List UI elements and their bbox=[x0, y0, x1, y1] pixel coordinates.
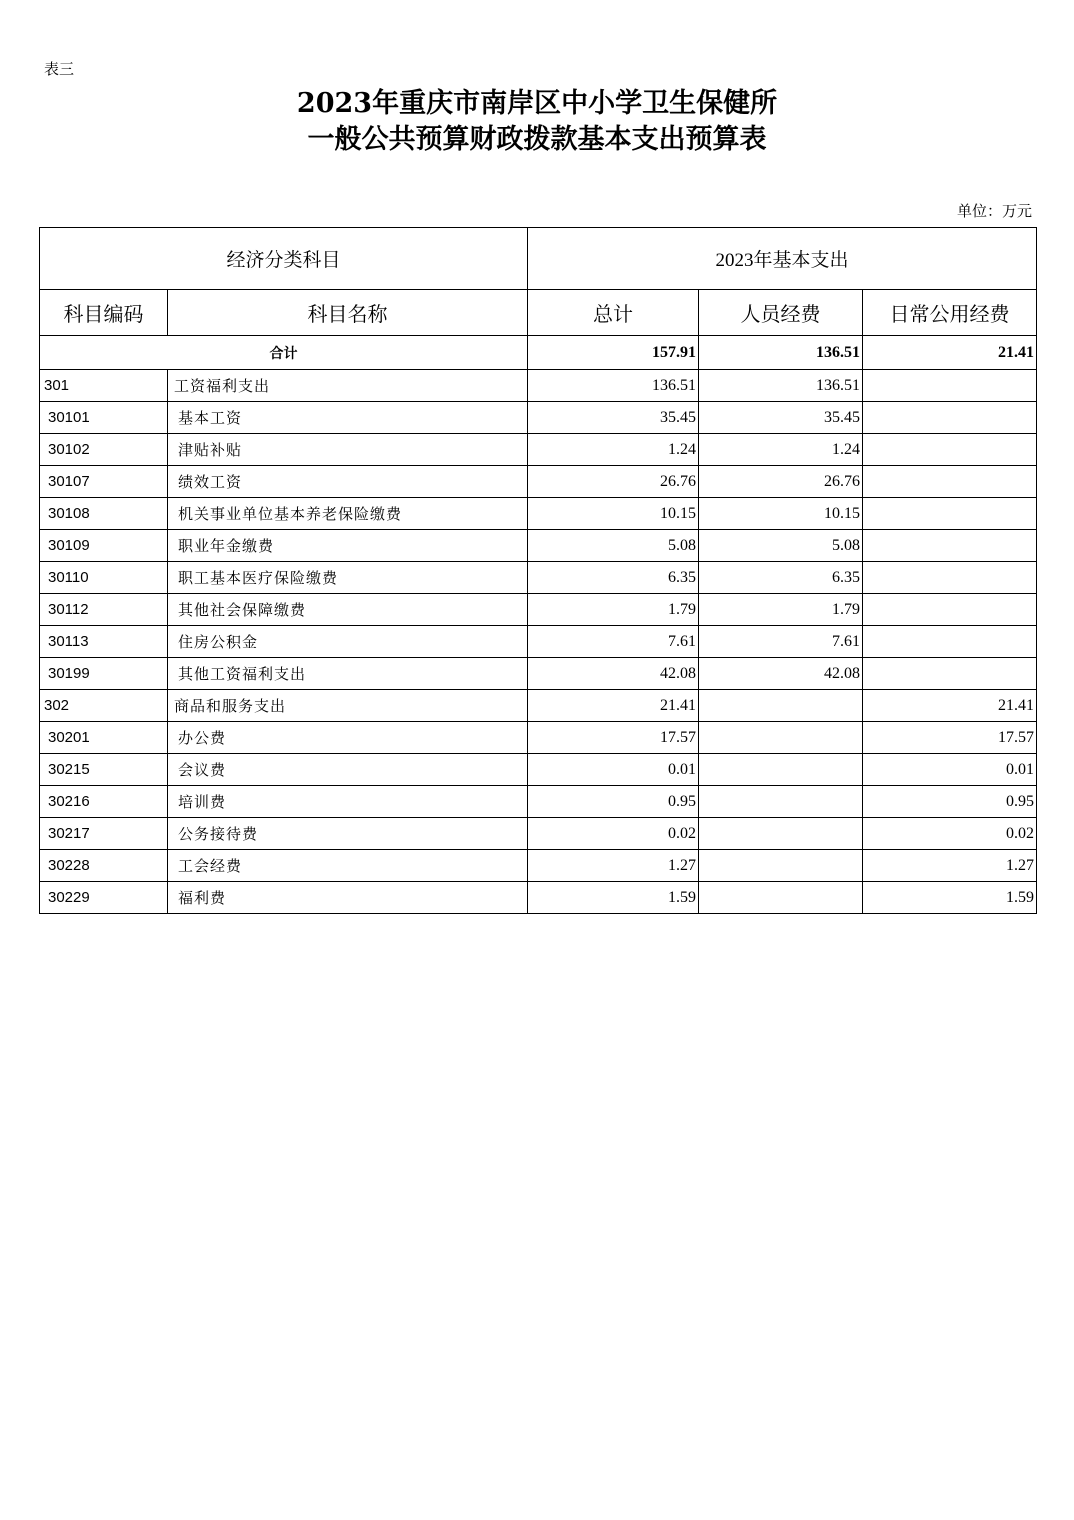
row-public: 0.95 bbox=[863, 786, 1037, 818]
row-code: 30199 bbox=[40, 658, 168, 690]
table-row bbox=[40, 626, 1037, 658]
header-expenditure: 2023年基本支出 bbox=[528, 228, 1037, 290]
table-row bbox=[40, 754, 1037, 786]
table-row bbox=[40, 850, 1037, 882]
row-name: 工资福利支出 bbox=[168, 370, 528, 402]
row-name: 职业年金缴费 bbox=[168, 530, 528, 562]
row-name: 其他工资福利支出 bbox=[168, 658, 528, 690]
row-total: 35.45 bbox=[528, 402, 699, 434]
row-name: 住房公积金 bbox=[168, 626, 528, 658]
header-row-2 bbox=[40, 290, 1037, 336]
row-code: 30109 bbox=[40, 530, 168, 562]
table-row bbox=[40, 402, 1037, 434]
table-row bbox=[40, 498, 1037, 530]
row-public: 0.02 bbox=[863, 818, 1037, 850]
row-public bbox=[863, 434, 1037, 466]
row-total: 6.35 bbox=[528, 562, 699, 594]
row-personnel: 26.76 bbox=[699, 466, 863, 498]
row-code: 30110 bbox=[40, 562, 168, 594]
row-public bbox=[863, 402, 1037, 434]
row-public bbox=[863, 626, 1037, 658]
row-total: 10.15 bbox=[528, 498, 699, 530]
row-name: 培训费 bbox=[168, 786, 528, 818]
row-name: 绩效工资 bbox=[168, 466, 528, 498]
row-personnel bbox=[699, 722, 863, 754]
row-total: 7.61 bbox=[528, 626, 699, 658]
header-category: 经济分类科目 bbox=[40, 228, 528, 290]
row-public bbox=[863, 498, 1037, 530]
row-personnel bbox=[699, 690, 863, 722]
row-code: 30101 bbox=[40, 402, 168, 434]
row-personnel bbox=[699, 786, 863, 818]
row-code: 302 bbox=[40, 690, 168, 722]
row-personnel: 1.24 bbox=[699, 434, 863, 466]
row-personnel: 35.45 bbox=[699, 402, 863, 434]
row-personnel bbox=[699, 850, 863, 882]
row-public: 1.27 bbox=[863, 850, 1037, 882]
row-personnel: 42.08 bbox=[699, 658, 863, 690]
row-name: 公务接待费 bbox=[168, 818, 528, 850]
row-personnel bbox=[699, 818, 863, 850]
table-row bbox=[40, 562, 1037, 594]
row-name: 福利费 bbox=[168, 882, 528, 914]
row-personnel: 7.61 bbox=[699, 626, 863, 658]
summary-public: 21.41 bbox=[863, 336, 1037, 370]
summary-personnel: 136.51 bbox=[699, 336, 863, 370]
row-name: 津贴补贴 bbox=[168, 434, 528, 466]
header-row-1 bbox=[40, 228, 1037, 290]
header-public: 日常公用经费 bbox=[863, 290, 1037, 336]
row-code: 30217 bbox=[40, 818, 168, 850]
row-code: 30112 bbox=[40, 594, 168, 626]
row-code: 30229 bbox=[40, 882, 168, 914]
table-row bbox=[40, 466, 1037, 498]
header-code: 科目编码 bbox=[40, 290, 168, 336]
row-public bbox=[863, 594, 1037, 626]
row-total: 1.24 bbox=[528, 434, 699, 466]
row-total: 42.08 bbox=[528, 658, 699, 690]
row-name: 其他社会保障缴费 bbox=[168, 594, 528, 626]
row-personnel: 10.15 bbox=[699, 498, 863, 530]
row-personnel bbox=[699, 754, 863, 786]
page-title-line-1: 2023年重庆市南岸区中小学卫生保健所 bbox=[296, 88, 778, 119]
table-row bbox=[40, 818, 1037, 850]
row-public: 21.41 bbox=[863, 690, 1037, 722]
row-total: 0.02 bbox=[528, 818, 699, 850]
row-code: 30107 bbox=[40, 466, 168, 498]
table-row bbox=[40, 434, 1037, 466]
table-row bbox=[40, 658, 1037, 690]
table-row bbox=[40, 722, 1037, 754]
row-name: 会议费 bbox=[168, 754, 528, 786]
table-row bbox=[40, 690, 1037, 722]
row-personnel: 6.35 bbox=[699, 562, 863, 594]
row-public: 17.57 bbox=[863, 722, 1037, 754]
table-row bbox=[40, 882, 1037, 914]
row-name: 工会经费 bbox=[168, 850, 528, 882]
row-total: 1.27 bbox=[528, 850, 699, 882]
row-code: 30102 bbox=[40, 434, 168, 466]
summary-total: 157.91 bbox=[528, 336, 699, 370]
budget-table bbox=[39, 227, 1037, 914]
row-public bbox=[863, 562, 1037, 594]
row-total: 136.51 bbox=[528, 370, 699, 402]
table-row bbox=[40, 594, 1037, 626]
summary-row bbox=[40, 336, 1037, 370]
header-name: 科目名称 bbox=[168, 290, 528, 336]
row-total: 0.01 bbox=[528, 754, 699, 786]
page-title-line-2: 一般公共预算财政拨款基本支出预算表 bbox=[307, 124, 767, 155]
table-row bbox=[40, 370, 1037, 402]
row-total: 1.79 bbox=[528, 594, 699, 626]
row-personnel: 5.08 bbox=[699, 530, 863, 562]
row-code: 30108 bbox=[40, 498, 168, 530]
row-public: 1.59 bbox=[863, 882, 1037, 914]
summary-label: 合计 bbox=[40, 336, 528, 370]
row-code: 30201 bbox=[40, 722, 168, 754]
row-public: 0.01 bbox=[863, 754, 1037, 786]
row-total: 17.57 bbox=[528, 722, 699, 754]
row-name: 办公费 bbox=[168, 722, 528, 754]
row-public bbox=[863, 466, 1037, 498]
header-personnel: 人员经费 bbox=[699, 290, 863, 336]
row-public bbox=[863, 530, 1037, 562]
row-total: 21.41 bbox=[528, 690, 699, 722]
row-code: 30215 bbox=[40, 754, 168, 786]
table-label: 表三 bbox=[44, 60, 75, 78]
row-name: 基本工资 bbox=[168, 402, 528, 434]
table-row bbox=[40, 530, 1037, 562]
row-total: 1.59 bbox=[528, 882, 699, 914]
row-code: 30113 bbox=[40, 626, 168, 658]
row-name: 机关事业单位基本养老保险缴费 bbox=[168, 498, 528, 530]
row-personnel: 1.79 bbox=[699, 594, 863, 626]
row-public bbox=[863, 370, 1037, 402]
header-total: 总计 bbox=[528, 290, 699, 336]
row-public bbox=[863, 658, 1037, 690]
row-total: 5.08 bbox=[528, 530, 699, 562]
row-code: 30228 bbox=[40, 850, 168, 882]
row-total: 0.95 bbox=[528, 786, 699, 818]
row-name: 职工基本医疗保险缴费 bbox=[168, 562, 528, 594]
row-personnel bbox=[699, 882, 863, 914]
row-name: 商品和服务支出 bbox=[168, 690, 528, 722]
row-personnel: 136.51 bbox=[699, 370, 863, 402]
table-row bbox=[40, 786, 1037, 818]
unit-label: 单位：万元 bbox=[956, 202, 1032, 220]
row-code: 301 bbox=[40, 370, 168, 402]
row-code: 30216 bbox=[40, 786, 168, 818]
row-total: 26.76 bbox=[528, 466, 699, 498]
